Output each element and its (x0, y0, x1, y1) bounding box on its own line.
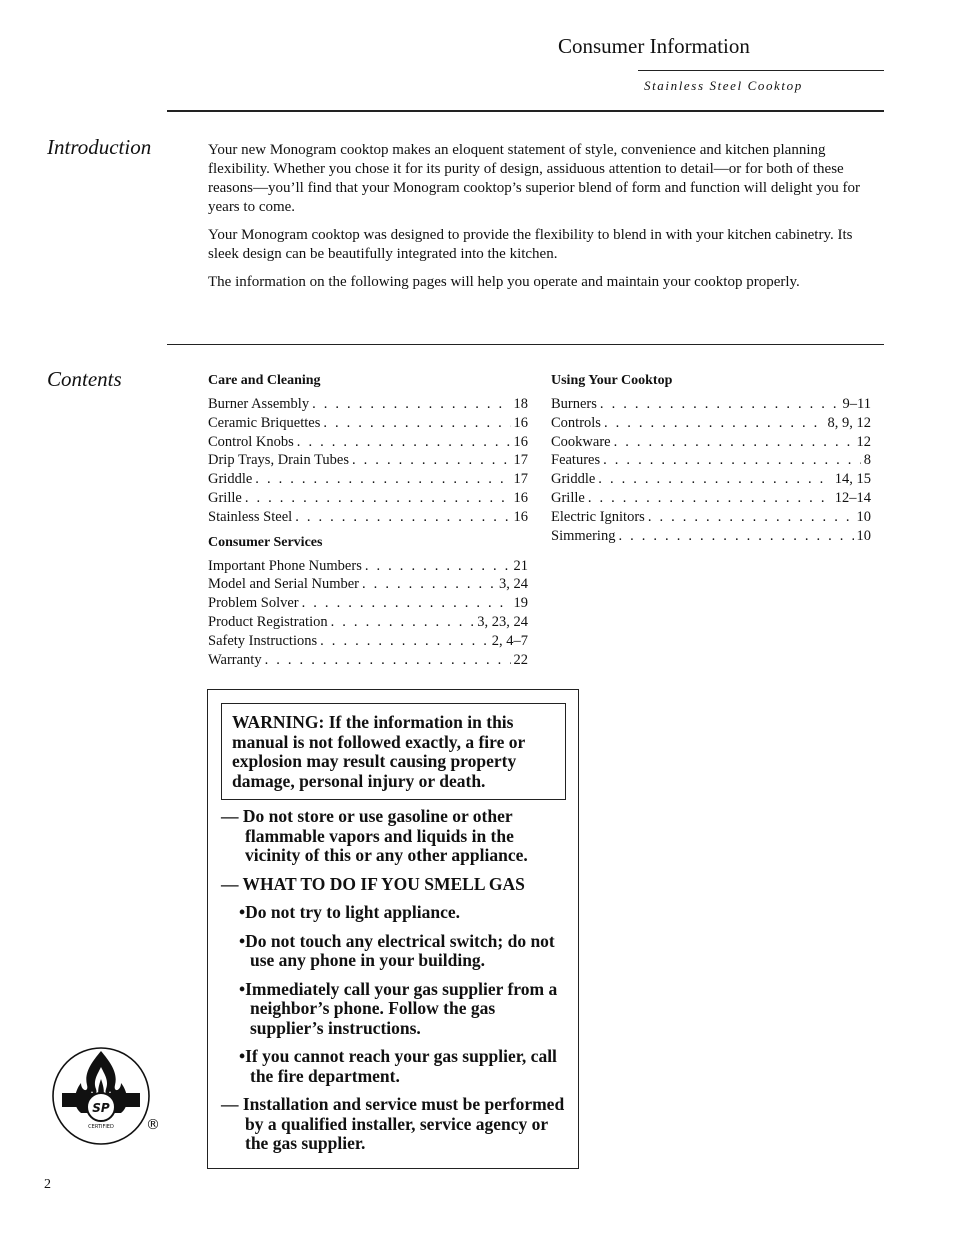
entry-label: Product Registration (208, 613, 328, 630)
dot-leader (295, 508, 510, 527)
warning-bullet: •Do not touch any electrical switch; do not use any phone in your building. (239, 930, 555, 970)
contents-list (208, 395, 528, 527)
dot-leader (365, 557, 511, 576)
contents-list (551, 395, 871, 545)
contents-entry (208, 632, 528, 651)
entry-pages: 16 (513, 433, 528, 450)
dot-leader (648, 508, 854, 527)
contents-entry (551, 433, 871, 452)
entry-pages: 17 (513, 471, 528, 488)
entry-label: Model and Serial Number (208, 576, 360, 593)
dot-leader (603, 451, 861, 470)
introduction-body (208, 141, 878, 301)
entry-label: Simmering (551, 527, 616, 544)
dot-leader (302, 594, 511, 613)
entry-label: Features (551, 452, 601, 469)
entry-pages: 16 (513, 489, 528, 506)
entry-pages: 18 (513, 396, 528, 412)
dot-leader (331, 613, 475, 632)
contents-list (208, 557, 528, 670)
contents-entry (551, 414, 871, 433)
logo-text: CERTIFIED (88, 1124, 114, 1130)
entry-pages: 10 (856, 508, 871, 525)
entry-label: Stainless Steel (208, 508, 293, 525)
dot-leader (245, 489, 511, 508)
entry-pages: 12–14 (834, 489, 871, 506)
dot-leader (600, 395, 840, 414)
entry-label: Ceramic Briquettes (208, 414, 321, 431)
dot-leader (598, 470, 831, 489)
page-header-title: Consumer Information (558, 34, 750, 58)
entry-label: Grille (208, 489, 242, 506)
contents-entry (551, 470, 871, 489)
entry-label: Drip Trays, Drain Tubes (208, 452, 349, 469)
warning-bullet: •If you cannot reach your gas supplier, call the fire department. (239, 1046, 557, 1086)
entry-label: Griddle (208, 471, 253, 488)
entry-pages: 3, 24 (499, 576, 528, 593)
entry-pages: 22 (513, 651, 528, 668)
entry-label: Grille (551, 489, 585, 506)
entry-pages: 17 (513, 452, 528, 469)
svg-text:SP: SP (92, 1101, 110, 1115)
dot-leader (362, 575, 496, 594)
contents-column-left (208, 372, 528, 676)
contents-entry (208, 594, 528, 613)
entry-label: Burners (551, 396, 597, 412)
dot-leader (312, 395, 510, 414)
contents-entry (208, 508, 528, 527)
dot-leader (265, 651, 511, 670)
entry-pages: 8, 9, 12 (827, 414, 871, 431)
dot-leader (323, 414, 510, 433)
contents-entry (551, 527, 871, 546)
entry-label: Safety Instructions (208, 632, 318, 649)
section-divider (167, 344, 884, 345)
entry-label: Cookware (551, 433, 611, 450)
entry-label: Controls (551, 414, 601, 431)
warning-bullet: •Do not try to light appliance. (239, 902, 460, 922)
contents-section-title: Using Your Cooktop (551, 373, 673, 388)
contents-entry (208, 451, 528, 470)
intro-paragraph: The information on the following pages will help you operate and maintain your cooktop properly. (208, 274, 800, 290)
entry-pages: 21 (513, 557, 528, 574)
warning-item: — Do not store or use gasoline or other flammable vapors and liquids in the vicinity of this or any other appliance. (221, 806, 528, 865)
contents-section-title: Care and Cleaning (208, 373, 321, 388)
contents-section-title: Consumer Services (208, 534, 323, 550)
csa-certified-logo-icon (51, 1045, 151, 1147)
warning-instructions (221, 807, 573, 1163)
contents-heading: Contents (47, 367, 122, 391)
contents-entry (208, 557, 528, 576)
entry-label: Warranty (208, 651, 262, 668)
warning-headline: WARNING: If the information in this manual is not followed exactly, a fire or explosion may result causing property damage, personal injury or death. (221, 703, 566, 800)
entry-pages: 12 (856, 433, 871, 450)
dot-leader (604, 414, 825, 433)
entry-label: Problem Solver (208, 595, 299, 612)
contents-entry (551, 489, 871, 508)
dot-leader (588, 489, 832, 508)
dot-leader (618, 527, 853, 546)
dot-leader (614, 433, 854, 452)
contents-entry (208, 470, 528, 489)
warning-bullet: •Immediately call your gas supplier from a neighbor’s phone. Follow the gas supplier’s instructions. (239, 978, 558, 1038)
entry-pages: 10 (856, 527, 871, 544)
contents-entry (551, 395, 871, 414)
contents-entry (208, 489, 528, 508)
dot-leader (297, 433, 511, 452)
intro-paragraph: Your new Monogram cooktop makes an eloquent statement of style, convenience and kitchen planning flexibility. Whether you chose it for its purity of design, assiduous attention to detail—or for both of these reasons—you’ll find that your Monogram cooktop’s superior blend of form and function will delight you for years to come. (208, 142, 860, 215)
registered-mark: ® (146, 1117, 160, 1133)
entry-pages: 8 (863, 452, 871, 469)
header-divider (638, 70, 884, 71)
page-number: 2 (44, 1177, 51, 1192)
warning-item: — Installation and service must be performed by a qualified installer, service agency or the gas supplier. (221, 1094, 565, 1153)
entry-pages: 3, 23, 24 (477, 613, 528, 630)
contents-entry (208, 395, 528, 414)
contents-entry (208, 433, 528, 452)
top-divider (167, 110, 884, 112)
entry-pages: 16 (513, 414, 528, 431)
page-header-subtitle: Stainless Steel Cooktop (644, 78, 803, 93)
entry-label: Control Knobs (208, 433, 294, 450)
contents-entry (208, 613, 528, 632)
entry-label: Electric Ignitors (551, 508, 645, 525)
contents-entry (551, 451, 871, 470)
dot-leader (320, 632, 489, 651)
entry-pages: 14, 15 (834, 471, 871, 488)
dot-leader (352, 451, 511, 470)
entry-pages: 16 (513, 508, 528, 525)
entry-label: Griddle (551, 471, 596, 488)
introduction-heading: Introduction (47, 135, 152, 159)
intro-paragraph: Your Monogram cooktop was designed to provide the flexibility to blend in with your kitchen cabinetry. Its sleek design can be beautifully integrated into the kitchen. (208, 227, 853, 262)
warning-item: — WHAT TO DO IF YOU SMELL GAS (221, 873, 525, 894)
entry-pages: 9–11 (842, 396, 871, 412)
contents-entry (551, 508, 871, 527)
contents-column-right (551, 372, 871, 552)
entry-label: Burner Assembly (208, 396, 310, 412)
contents-entry (208, 651, 528, 670)
contents-entry (208, 575, 528, 594)
entry-pages: 2, 4–7 (491, 632, 528, 649)
entry-label: Important Phone Numbers (208, 557, 362, 574)
entry-pages: 19 (513, 595, 528, 612)
contents-entry (208, 414, 528, 433)
dot-leader (255, 470, 510, 489)
